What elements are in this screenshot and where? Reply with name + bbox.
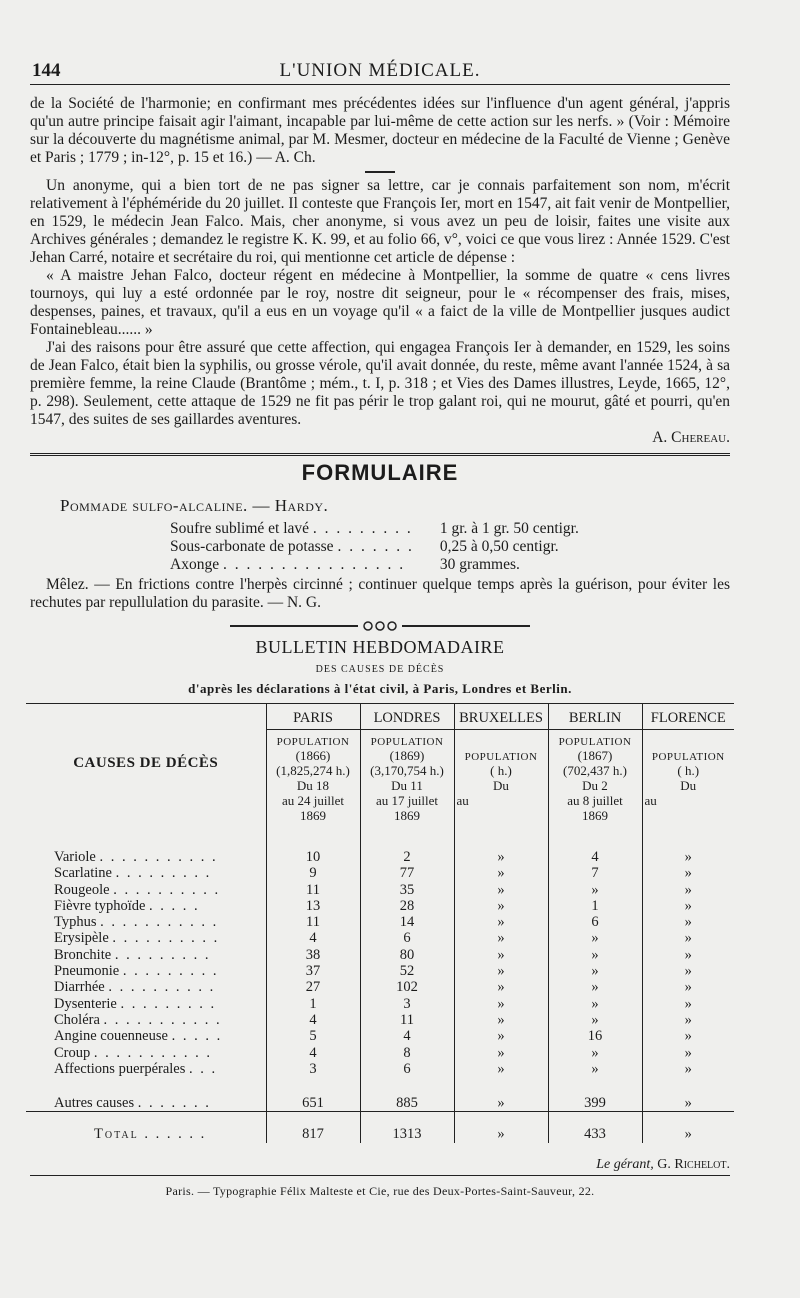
city-info: POPULATION ( h.) Du au bbox=[642, 730, 734, 824]
value-cell: » bbox=[548, 947, 642, 963]
formulaire-heading: FORMULAIRE bbox=[301, 460, 459, 485]
value-cell: 3 bbox=[266, 1061, 360, 1077]
table-row bbox=[26, 898, 734, 914]
page-number: 144 bbox=[32, 60, 61, 81]
prescription-item bbox=[170, 556, 585, 574]
table-row bbox=[26, 979, 734, 995]
letter-mesmer bbox=[30, 95, 730, 167]
table-row bbox=[26, 865, 734, 881]
value-cell: » bbox=[548, 1012, 642, 1028]
value-cell: 1 bbox=[266, 996, 360, 1012]
value-cell: » bbox=[454, 979, 548, 995]
causes-column-header: CAUSES DE DÉCÈS bbox=[26, 704, 266, 824]
value-cell: 8 bbox=[360, 1045, 454, 1061]
value-cell: 1313 bbox=[360, 1112, 454, 1143]
value-cell: 13 bbox=[266, 898, 360, 914]
prescription-note: Mêlez. — En frictions contre l'herpès circinné ; continuer quelque temps après la guérison, pour éviter les rechutes par repullulation du parasite. — N. G. bbox=[30, 576, 730, 611]
value-cell: » bbox=[454, 823, 548, 865]
cause-cell: Angine couenneuse . . . . . bbox=[54, 1028, 223, 1045]
signature: A. Chereau. bbox=[652, 429, 730, 446]
value-cell: » bbox=[642, 865, 734, 881]
value-cell: 52 bbox=[360, 963, 454, 979]
header-rule bbox=[30, 84, 730, 85]
table-row bbox=[26, 882, 734, 898]
value-cell: 2 bbox=[360, 823, 454, 865]
value-cell: » bbox=[454, 930, 548, 946]
city-name: FLORENCE bbox=[642, 704, 734, 730]
value-cell: » bbox=[642, 1045, 734, 1061]
ingredient-quantity: 0,25 à 0,50 centigr. bbox=[439, 538, 559, 555]
cause-cell: Scarlatine . . . . . . . . . bbox=[54, 865, 212, 882]
value-cell: 35 bbox=[360, 882, 454, 898]
ingredient-name: Sous-carbonate de potasse . . . . . . . bbox=[170, 538, 414, 555]
cause-cell: Affections puerpérales . . . bbox=[54, 1060, 218, 1077]
value-cell: » bbox=[548, 979, 642, 995]
value-cell: 3 bbox=[360, 996, 454, 1012]
value-cell: » bbox=[642, 898, 734, 914]
ingredient-quantity: 1 gr. à 1 gr. 50 centigr. bbox=[439, 520, 579, 537]
paragraph: de la Société de l'harmonie; en confirmant mes précédentes idées sur l'influence d'un agent général, j'appris qu'un autre principe faisait agir l'aimant, incapable par lui-même de cette action sur les nerfs. » (Voir : Mémoire sur la découverte du magnétisme animal, par M. Mesmer, docteur en médecine de la Faculté de Vienne ; Genève et Paris ; 1779 ; in-12°, p. 15 et 16.) — A. Ch. bbox=[30, 95, 730, 166]
value-cell: 5 bbox=[266, 1028, 360, 1044]
value-cell: » bbox=[642, 979, 734, 995]
ornament-divider-icon bbox=[230, 621, 530, 631]
value-cell: » bbox=[642, 1061, 734, 1077]
value-cell: » bbox=[548, 963, 642, 979]
value-cell: » bbox=[642, 823, 734, 865]
archive-quote: « A maistre Jehan Falco, docteur régent en médecine à Montpellier, la somme de quatre « cens livres tournoys, qui luy a esté ordonnée par le roy, nostre dit seigneur, pour le « récompenser des frais, mises, despenses, paines, et travaux, qu'il a eus en un voyage qu'il « a faict de la ville de Montpellier jusques audict Fontainebleau...... » bbox=[30, 267, 730, 338]
table-row bbox=[26, 1045, 734, 1061]
total-row bbox=[26, 1112, 734, 1143]
value-cell: 11 bbox=[266, 882, 360, 898]
value-cell: » bbox=[454, 1077, 548, 1112]
city-info: POPULATION (1869) (3,170,754 h.) Du 11 au 17 juillet 1869 bbox=[360, 730, 454, 824]
bulletin-subtitle-sources: d'après les déclarations à l'état civil, à Paris, Londres et Berlin. bbox=[188, 681, 572, 696]
value-cell: 6 bbox=[360, 1061, 454, 1077]
paragraph: Un anonyme, qui a bien tort de ne pas signer sa lettre, car je connais parfaitement son nom, m'écrit relativement à l'éphéméride du 20 juillet. Il conteste que François Ier, mort en 1547, ait fait venir de Montpellier, en 1529, le médecin Jean Falco. Mais, cher anonyme, si vous avez un peu de loisir, faites une visite aux Archives générales ; demandez le registre K. K. 99, et au folio 66, v°, voici ce que vous lirez : Année 1529. C'est Jehan Carré, notaire et secrétaire du roi, qui mentionne cet article de dépense : bbox=[30, 177, 730, 266]
ornament-rule bbox=[30, 620, 730, 635]
imprint: Paris. — Typographie Félix Malteste et Cie, rue des Deux-Portes-Saint-Sauveur, 22. bbox=[165, 1183, 595, 1198]
city-info: POPULATION (1867) (702,437 h.) Du 2 au 8 juillet 1869 bbox=[548, 730, 642, 824]
value-cell: 4 bbox=[266, 1012, 360, 1028]
cause-cell: Bronchite . . . . . . . . . bbox=[54, 946, 211, 963]
value-cell: » bbox=[454, 1028, 548, 1044]
cause-cell: Autres causes . . . . . . . bbox=[54, 1095, 211, 1112]
cause-cell: Pneumonie . . . . . . . . . bbox=[54, 963, 219, 980]
cause-cell: Typhus . . . . . . . . . . . bbox=[54, 914, 219, 931]
value-cell: » bbox=[642, 1028, 734, 1044]
ingredient-name: Axonge . . . . . . . . . . . . . . . . bbox=[170, 556, 406, 573]
value-cell: 14 bbox=[360, 914, 454, 930]
value-cell: 399 bbox=[548, 1077, 642, 1112]
running-header bbox=[30, 50, 730, 80]
cause-cell: Diarrhée . . . . . . . . . . bbox=[54, 979, 216, 996]
value-cell: » bbox=[642, 914, 734, 930]
city-name: PARIS bbox=[266, 704, 360, 730]
table-row bbox=[26, 914, 734, 930]
prescription-item bbox=[170, 520, 585, 538]
cause-cell: Total . . . . . . bbox=[26, 1112, 266, 1143]
value-cell: » bbox=[642, 1077, 734, 1112]
value-cell: 9 bbox=[266, 865, 360, 881]
footer-rule bbox=[30, 1175, 730, 1176]
ingredient-name: Soufre sublimé et lavé . . . . . . . . . bbox=[170, 520, 413, 537]
value-cell: » bbox=[454, 1045, 548, 1061]
table-row bbox=[26, 930, 734, 946]
cause-cell: Fièvre typhoïde . . . . . bbox=[54, 897, 200, 914]
value-cell: » bbox=[454, 882, 548, 898]
cause-cell: Variole . . . . . . . . . . . bbox=[54, 849, 218, 865]
value-cell: 102 bbox=[360, 979, 454, 995]
table-row bbox=[26, 1028, 734, 1044]
cause-cell: Dysenterie . . . . . . . . . bbox=[54, 995, 217, 1012]
prescription-table bbox=[170, 520, 585, 574]
value-cell: » bbox=[642, 1112, 734, 1143]
value-cell: 28 bbox=[360, 898, 454, 914]
letter-falco bbox=[30, 177, 730, 447]
value-cell: 38 bbox=[266, 947, 360, 963]
value-cell: » bbox=[454, 996, 548, 1012]
value-cell: 7 bbox=[548, 865, 642, 881]
section-rule bbox=[30, 453, 730, 456]
value-cell: 16 bbox=[548, 1028, 642, 1044]
table-header-row bbox=[26, 704, 734, 730]
value-cell: » bbox=[548, 1045, 642, 1061]
value-cell: 10 bbox=[266, 823, 360, 865]
value-cell: 4 bbox=[266, 1045, 360, 1061]
value-cell: » bbox=[454, 1112, 548, 1143]
value-cell: » bbox=[642, 930, 734, 946]
value-cell: 4 bbox=[360, 1028, 454, 1044]
cause-cell: Choléra . . . . . . . . . . . bbox=[54, 1011, 222, 1028]
value-cell: 1 bbox=[548, 898, 642, 914]
value-cell: » bbox=[548, 996, 642, 1012]
mortality-table-body bbox=[26, 823, 734, 1143]
value-cell: » bbox=[642, 1012, 734, 1028]
value-cell: » bbox=[454, 1061, 548, 1077]
table-row bbox=[26, 996, 734, 1012]
value-cell: 4 bbox=[548, 823, 642, 865]
running-title: L'UNION MÉDICALE. bbox=[279, 60, 481, 81]
city-name: LONDRES bbox=[360, 704, 454, 730]
value-cell: 885 bbox=[360, 1077, 454, 1112]
value-cell: » bbox=[548, 882, 642, 898]
table-row bbox=[26, 1012, 734, 1028]
value-cell: » bbox=[454, 865, 548, 881]
value-cell: 27 bbox=[266, 979, 360, 995]
ingredient-quantity: 30 grammes. bbox=[439, 556, 520, 573]
value-cell: » bbox=[454, 1012, 548, 1028]
table-row bbox=[26, 963, 734, 979]
gerant-line: Le gérant, G. Richelot. bbox=[596, 1156, 730, 1172]
table-row bbox=[26, 1061, 734, 1077]
table-row bbox=[26, 1077, 734, 1112]
bulletin-title: BULLETIN HEBDOMADAIRE bbox=[255, 637, 505, 657]
value-cell: 37 bbox=[266, 963, 360, 979]
value-cell: 4 bbox=[266, 930, 360, 946]
value-cell: » bbox=[642, 963, 734, 979]
cause-cell: Erysipèle . . . . . . . . . . bbox=[54, 930, 220, 947]
value-cell: » bbox=[454, 947, 548, 963]
table-row bbox=[26, 947, 734, 963]
value-cell: 817 bbox=[266, 1112, 360, 1143]
bulletin-subtitle: DES CAUSES DE DÉCÈS bbox=[315, 664, 445, 675]
value-cell: 80 bbox=[360, 947, 454, 963]
cause-cell: Rougeole . . . . . . . . . . bbox=[54, 881, 221, 898]
page bbox=[30, 50, 730, 1199]
table-row bbox=[26, 823, 734, 865]
value-cell: 651 bbox=[266, 1077, 360, 1112]
value-cell: » bbox=[548, 930, 642, 946]
city-info: POPULATION (1866) (1,825,274 h.) Du 18 au 24 juillet 1869 bbox=[266, 730, 360, 824]
value-cell: » bbox=[642, 996, 734, 1012]
value-cell: » bbox=[642, 882, 734, 898]
paragraph: J'ai des raisons pour être assuré que cette affection, qui engagea François Ier à demander, en 1529, les soins de Jean Falco, était bien la syphilis, ou grosse vérole, qu'il avait donnée, du reste, même avant l'année 1524, à sa première femme, la reine Claude (Brantôme ; mém., t. I, p. 318 ; et Vies des Dames illustres, Leyde, 1665, 12°, p. 298). Seulement, cette attaque de 1529 ne fit pas périr le trop galant roi, qui ne mourut, gâté et pourri, qu'en 1547, des suites de ses gaillardes aventures. bbox=[30, 339, 730, 428]
city-info: POPULATION ( h.) Du au bbox=[454, 730, 548, 824]
mortality-table bbox=[26, 703, 734, 1143]
value-cell: 11 bbox=[360, 1012, 454, 1028]
value-cell: » bbox=[548, 1061, 642, 1077]
prescription-item bbox=[170, 538, 585, 556]
city-name: BRUXELLES bbox=[454, 704, 548, 730]
cause-cell: Croup . . . . . . . . . . . bbox=[54, 1044, 212, 1061]
section-separator bbox=[365, 171, 395, 173]
value-cell: 6 bbox=[548, 914, 642, 930]
value-cell: 77 bbox=[360, 865, 454, 881]
value-cell: » bbox=[642, 947, 734, 963]
prescription-title: Pommade sulfo-alcaline. — Hardy. bbox=[60, 496, 329, 515]
value-cell: 433 bbox=[548, 1112, 642, 1143]
value-cell: 6 bbox=[360, 930, 454, 946]
value-cell: » bbox=[454, 963, 548, 979]
value-cell: » bbox=[454, 898, 548, 914]
value-cell: » bbox=[454, 914, 548, 930]
value-cell: 11 bbox=[266, 914, 360, 930]
city-name: BERLIN bbox=[548, 704, 642, 730]
